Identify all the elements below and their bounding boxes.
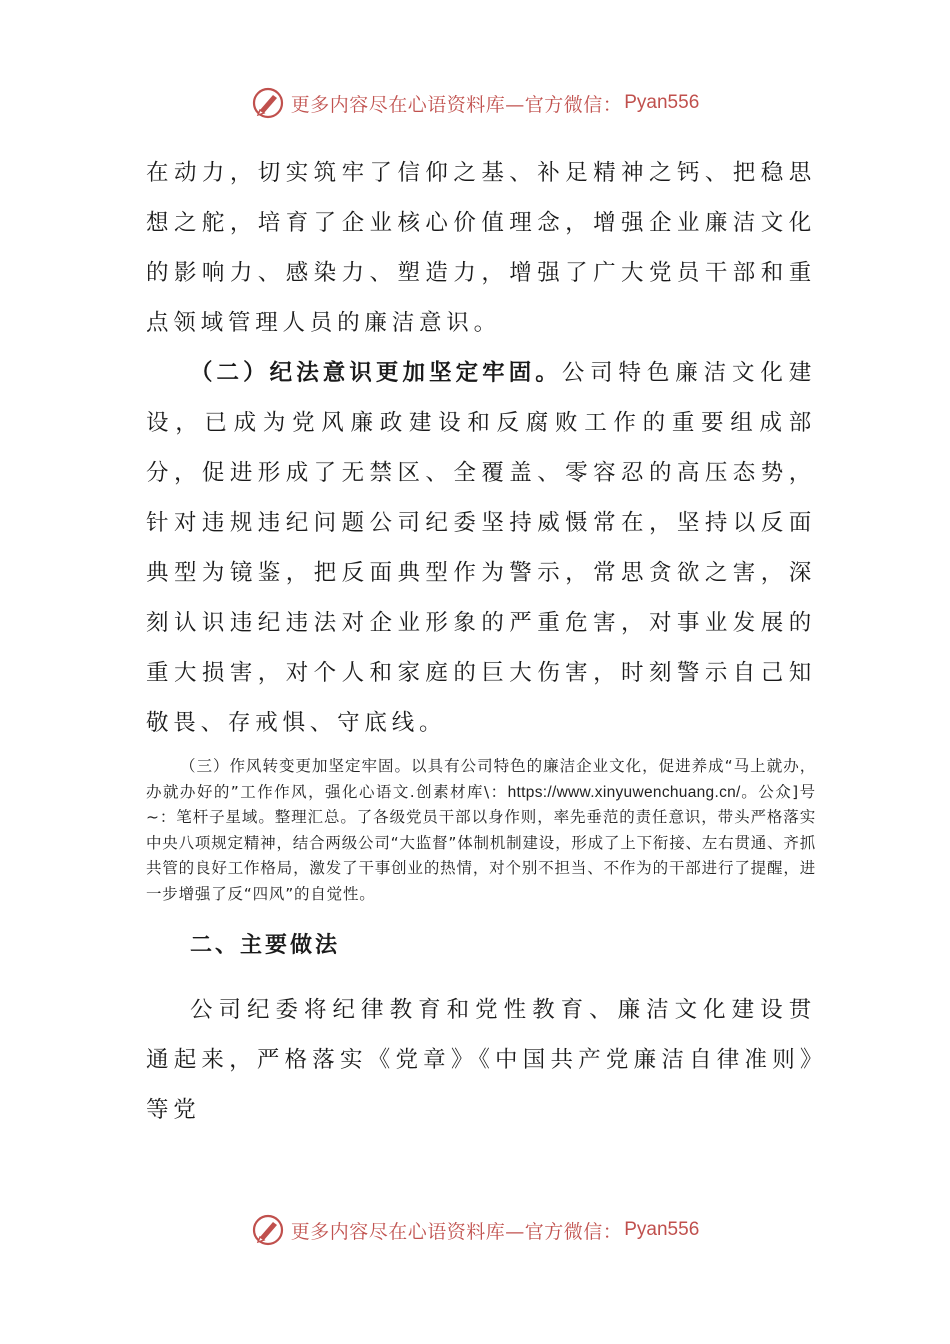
paragraph-3-url: https://www.xinyuwenchuang.cn/ [507, 783, 741, 801]
pen-logo-icon [251, 86, 285, 120]
section-heading: 二、主要做法 [190, 933, 341, 958]
pen-logo-icon [251, 1213, 285, 1247]
watermark-footer [0, 1210, 950, 1250]
document-body [146, 148, 816, 1135]
watermark-id: Pyan556 [624, 1219, 700, 1240]
paragraph-3-text-b: 。公众]号~：笔杆子星域。整理汇总。了各级党员干部以身作则，率先垂范的责任意识，带头严格落实中央八项规定精神，结合两级公司“大监督”体制机制建设，形成了上下衔接、左右贯通、齐抓共管的良好工作格局，激发了干事创业的热情，对个别不担当、不作为的干部进行了提醒，进一步增强了反“四风”的自觉性。 [146, 782, 816, 903]
paragraph-2 [146, 348, 816, 748]
watermark-header [0, 83, 950, 123]
paragraph-2-heading: （二）纪法意识更加坚定牢固。 [190, 360, 562, 386]
paragraph-2-text: 公司特色廉洁文化建设，已成为党风廉政建设和反腐败工作的重要组成部分，促进形成了无禁区、全覆盖、零容忍的高压态势，针对违规违纪问题公司纪委坚持威慑常在，坚持以反面典型为镜鉴，把反面典型作为警示，常思贪欲之害，深刻认识违纪违法对企业形象的严重危害，对事业发展的重大损害，对个人和家庭的巨大伤害，时刻警示自己知敬畏、存戒惧、守底线。 [146, 360, 816, 736]
paragraph-3-text-a: （三）作风转变更加坚定牢固。以具有公司特色的廉洁企业文化，促进养成“马上就办，办就办好的”工作作风，强化心语文.创素材库\： [146, 757, 816, 801]
paragraph-1: 在动力，切实筑牢了信仰之基、补足精神之钙、把稳思想之舵，培育了企业核心价值理念，增强企业廉洁文化的影响力、感染力、塑造力，增强了广大党员干部和重点领域管理人员的廉洁意识。 [146, 160, 816, 336]
paragraph-3 [146, 754, 816, 907]
paragraph-4: 公司纪委将纪律教育和党性教育、廉洁文化建设贯通起来，严格落实《党章》《中国共产党廉洁自律准则》等党 [146, 997, 816, 1123]
watermark-id: Pyan556 [624, 92, 700, 113]
watermark-text: 更多内容尽在心语资料库—官方微信： [290, 93, 623, 116]
watermark-text: 更多内容尽在心语资料库—官方微信： [290, 1220, 623, 1243]
